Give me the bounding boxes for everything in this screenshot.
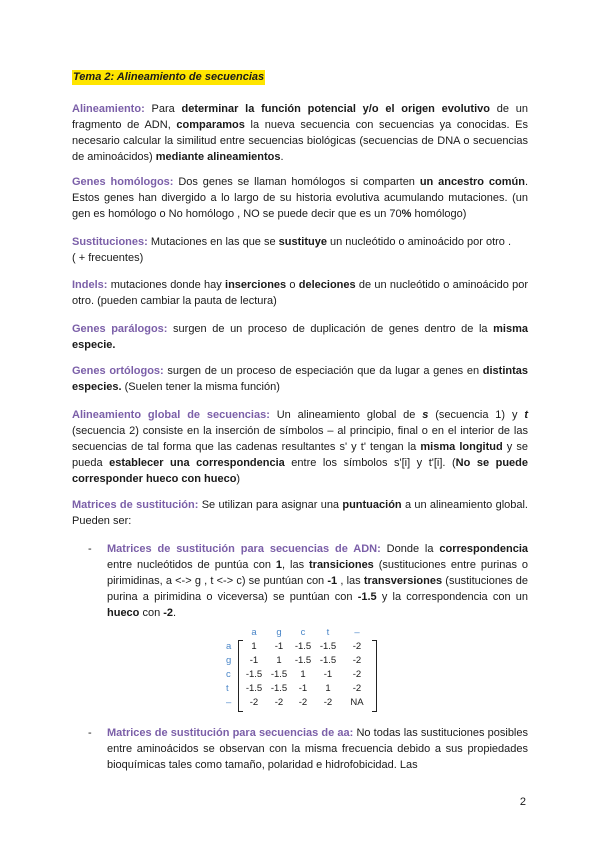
matrix-row-header: t [226, 683, 229, 694]
term-aa: Matrices de sustitución para secuencias de aa: [107, 727, 354, 739]
text: mutaciones donde hay [107, 279, 226, 291]
matrix-cell: -1.5 [245, 669, 263, 680]
text: (secuencia 2) consiste en la inserción de símbolos – al principio, final o en el interior de las secuencias de tal forma que las cadenas resultantes s' y t' tengan la [72, 425, 528, 453]
text: Se utilizan para asignar una [198, 499, 343, 511]
matrix-col-header: g [276, 627, 282, 638]
text: de un fragmento de ADN, [72, 103, 528, 131]
text: homólogo) [411, 208, 467, 220]
text: . [280, 151, 284, 163]
text: entre los símbolos s'[i] y t'[i]. ( [284, 457, 456, 469]
list-bullet: - [88, 543, 92, 555]
matrix-row-header: g [226, 655, 232, 666]
page-number: 2 [519, 796, 526, 808]
symbol-t: t [524, 409, 528, 421]
text: (sustituciones de purina a pirimidina o viceversa) se puntúan con [107, 575, 528, 603]
paragraph-paralogos [72, 321, 528, 353]
bold-text: deleciones [298, 279, 356, 291]
matrix-cell: -2 [274, 697, 284, 708]
paragraph-matrices [72, 497, 528, 529]
matrix-col-header: c [300, 627, 306, 638]
text: entre nucleótidos de puntúa con [107, 559, 276, 571]
text: Dos genes se llaman homólogos si comparten [173, 176, 420, 188]
text: y se pueda [72, 441, 528, 469]
text: , las [337, 575, 364, 587]
text: Un alineamiento global de [269, 409, 423, 421]
text: Mutaciones en las que se [147, 236, 279, 248]
matrix-cell: -1 [298, 683, 308, 694]
matrix-cell: -2 [352, 683, 362, 694]
matrix-cell: -2 [323, 697, 333, 708]
term-ortologos: Genes ortólogos: [72, 365, 164, 377]
text: (sustituciones entre purinas o pirimidinas, a <-> g , t <-> c) se puntúan con [107, 559, 528, 587]
bold-text: correspondencia [439, 543, 528, 555]
paragraph-global [72, 407, 528, 487]
text: y la correspondencia con un [376, 591, 528, 603]
matrix-row-header: c [226, 669, 231, 680]
matrix-cell: NA [350, 697, 364, 708]
bold-text: inserciones [225, 279, 287, 291]
bold-text: -2 [163, 607, 174, 619]
bold-text: establecer una correspondencia [109, 457, 285, 469]
matrix-cell: -2 [352, 655, 362, 666]
text: ( + frecuentes) [72, 252, 144, 264]
matrix-cell: 1 [251, 641, 257, 652]
text: a un alineamiento global. Pueden ser: [72, 499, 528, 527]
term-homologos: Genes homólogos: [72, 176, 174, 188]
paragraph-sustituciones [72, 234, 528, 266]
bold-text: hueco [107, 607, 140, 619]
matrix-cell: -1.5 [245, 683, 263, 694]
matrix-cell: -1 [274, 641, 284, 652]
paragraph-indels [72, 277, 528, 309]
section-title: Tema 2: Alineamiento de secuencias [73, 71, 265, 83]
matrix-cell: -1.5 [319, 641, 337, 652]
paragraph-ortologos [72, 363, 528, 395]
bold-text: sustituye [278, 236, 327, 248]
text: ) [236, 473, 241, 485]
matrix-cell: -1.5 [270, 669, 288, 680]
bold-text: transversiones [363, 575, 443, 587]
bold-text: -1.5 [357, 591, 377, 603]
matrix-cell: -1 [249, 655, 259, 666]
text: un nucleótido o aminoácido por otro . [326, 236, 512, 248]
text: . [173, 607, 177, 619]
matrix-col-header: t [326, 627, 330, 638]
text: , las [282, 559, 309, 571]
text: . Estos genes han divergido a lo largo de su historia evolutiva acumulando mutaciones. (un gen es homólogo o No homólogo , NO se puede decir que es un 70 [72, 176, 528, 220]
text: (secuencia 1) y [428, 409, 525, 421]
matrix-cell: -1.5 [319, 655, 337, 666]
text: de un nucleótido o aminoácido por otro. (pueden cambiar la pauta de lectura) [72, 279, 528, 307]
term-indels: Indels: [72, 279, 108, 291]
paragraph-homologos [72, 174, 528, 222]
matrix-row-header: – [226, 697, 232, 708]
substitution-matrix [226, 627, 386, 711]
text: Para [144, 103, 182, 115]
term-paralogos: Genes parálogos: [72, 323, 168, 335]
matrix-cell: -1.5 [294, 655, 312, 666]
bold-text: distintas especies. [72, 365, 529, 393]
term-global: Alineamiento global de secuencias: [72, 409, 270, 421]
bold-text: puntuación [342, 499, 402, 511]
text: surgen de un proceso de especiación que da lugar a genes en [163, 365, 483, 377]
matrix-cell: -2 [298, 697, 308, 708]
text: la nueva secuencia con secuencias ya conocidas. Es necesario calcular la similitud entre secuencias biológicas (secuencias de DNA o secuencias de aminoácidos) [72, 119, 528, 163]
list-item-adn [107, 541, 528, 621]
bold-text: -1 [327, 575, 338, 587]
matrix-row-header: a [226, 641, 232, 652]
bold-text: determinar la función potencial y/o el origen evolutivo [181, 103, 490, 115]
symbol-s: s [422, 409, 429, 421]
text: Donde la [380, 543, 440, 555]
matrix-bracket-right [372, 640, 377, 712]
term-adn: Matrices de sustitución para secuencias de ADN: [107, 543, 381, 555]
paragraph-alineamiento [72, 101, 528, 165]
matrix-cell: 1 [276, 655, 282, 666]
bold-text: un ancestro común [419, 176, 525, 188]
bold-text: misma longitud [420, 441, 503, 453]
list-bullet: - [88, 727, 92, 739]
matrix-cell: -1.5 [294, 641, 312, 652]
bold-text: mediante alineamientos [155, 151, 281, 163]
bold-text: 1 [275, 559, 283, 571]
bold-text: transiciones [309, 559, 374, 571]
text: surgen de un proceso de duplicación de genes dentro de la [167, 323, 494, 335]
matrix-cell: -2 [352, 669, 362, 680]
term-matrices: Matrices de sustitución: [72, 499, 199, 511]
bold-text: misma especie. [72, 323, 528, 351]
matrix-cell: -2 [352, 641, 362, 652]
matrix-cell: -1 [323, 669, 333, 680]
matrix-cell: 1 [325, 683, 331, 694]
text: (Suelen tener la misma función) [121, 381, 280, 393]
matrix-cell: -1.5 [270, 683, 288, 694]
text: No todas las sustituciones posibles entre aminoácidos se observan con la misma frecuencia debido a sus propiedades bioquímicas tales como tamaño, polaridad e hidrofobicidad. Las [107, 727, 528, 771]
matrix-cell: -2 [249, 697, 259, 708]
term-alineamiento: Alineamiento: [72, 103, 145, 115]
matrix-col-header: a [251, 627, 257, 638]
list-item-aa [107, 725, 528, 773]
matrix-cell: 1 [300, 669, 306, 680]
text: o [286, 279, 299, 291]
bold-text: % [401, 208, 412, 220]
text: con [139, 607, 164, 619]
bold-text: comparamos [176, 119, 245, 131]
term-sustituciones: Sustituciones: [72, 236, 148, 248]
bold-text: No se puede corresponder hueco con hueco [72, 457, 529, 485]
matrix-col-header: – [354, 627, 360, 638]
